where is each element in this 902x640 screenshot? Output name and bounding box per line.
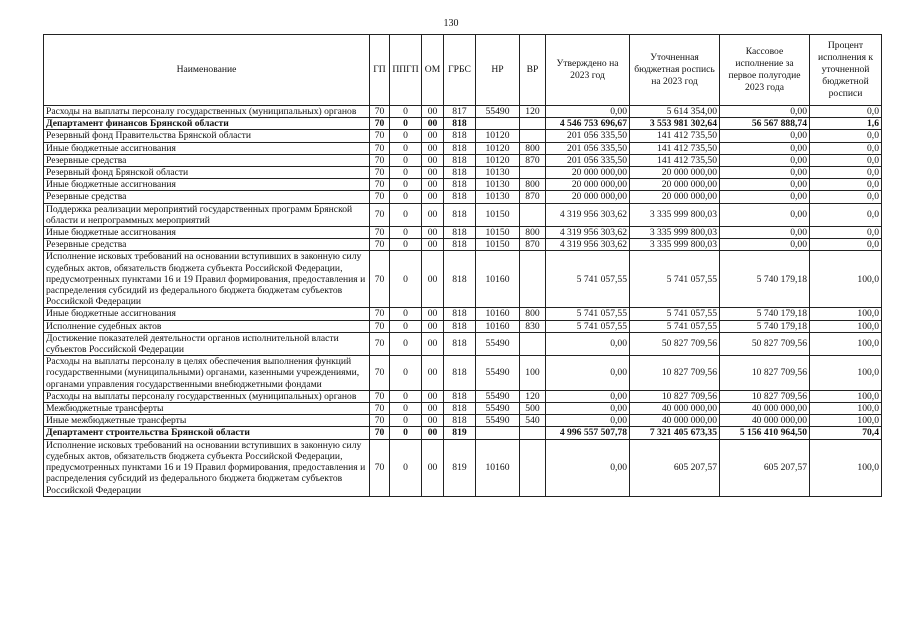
cell-np: 10130 (476, 191, 520, 203)
cell-approved: 4 996 557 507,78 (546, 427, 630, 439)
cell-refined: 605 207,57 (630, 439, 720, 496)
cell-vr: 870 (520, 154, 546, 166)
cell-gp: 70 (370, 203, 390, 226)
cell-np: 10130 (476, 167, 520, 179)
cell-ppgp: 0 (390, 356, 422, 391)
cell-np: 55490 (476, 403, 520, 415)
cell-grbs: 818 (444, 415, 476, 427)
cell-grbs: 818 (444, 142, 476, 154)
cell-vr: 120 (520, 106, 546, 118)
cell-name: Иные бюджетные ассигнования (44, 308, 370, 320)
cell-gp: 70 (370, 403, 390, 415)
cell-om: 00 (422, 239, 444, 251)
table-row (44, 154, 882, 166)
cell-np (476, 118, 520, 130)
cell-cash: 0,00 (720, 227, 810, 239)
cell-approved: 0,00 (546, 106, 630, 118)
cell-grbs: 817 (444, 106, 476, 118)
cell-cash: 0,00 (720, 106, 810, 118)
budget-table (43, 34, 882, 497)
cell-percent: 100,0 (810, 308, 882, 320)
table-row (44, 308, 882, 320)
cell-ppgp: 0 (390, 239, 422, 251)
cell-om: 00 (422, 427, 444, 439)
cell-np: 10160 (476, 439, 520, 496)
cell-cash: 5 156 410 964,50 (720, 427, 810, 439)
cell-percent: 0,0 (810, 227, 882, 239)
cell-name: Иные бюджетные ассигнования (44, 227, 370, 239)
cell-grbs: 818 (444, 191, 476, 203)
cell-cash: 0,00 (720, 191, 810, 203)
cell-ppgp: 0 (390, 130, 422, 142)
cell-name: Расходы на выплаты персоналу государственных (муниципальных) органов (44, 106, 370, 118)
table-row (44, 403, 882, 415)
cell-approved: 201 056 335,50 (546, 130, 630, 142)
cell-refined: 10 827 709,56 (630, 390, 720, 402)
cell-percent: 100,0 (810, 390, 882, 402)
cell-np: 10150 (476, 203, 520, 226)
page-number: 130 (443, 18, 459, 29)
cell-vr: 800 (520, 308, 546, 320)
cell-vr: 870 (520, 239, 546, 251)
cell-ppgp: 0 (390, 415, 422, 427)
cell-percent: 100,0 (810, 439, 882, 496)
cell-ppgp: 0 (390, 142, 422, 154)
cell-np: 10120 (476, 154, 520, 166)
cell-approved: 4 319 956 303,62 (546, 239, 630, 251)
cell-om: 00 (422, 106, 444, 118)
cell-ppgp: 0 (390, 191, 422, 203)
cell-refined: 7 321 405 673,35 (630, 427, 720, 439)
cell-gp: 70 (370, 356, 390, 391)
cell-cash: 5 740 179,18 (720, 320, 810, 332)
cell-refined: 20 000 000,00 (630, 179, 720, 191)
cell-refined: 50 827 709,56 (630, 332, 720, 355)
table-body (44, 106, 882, 497)
cell-gp: 70 (370, 118, 390, 130)
cell-percent: 0,0 (810, 203, 882, 226)
table-row (44, 332, 882, 355)
cell-ppgp: 0 (390, 118, 422, 130)
cell-vr (520, 203, 546, 226)
cell-approved: 0,00 (546, 415, 630, 427)
header-approved: Утверждено на 2023 год (546, 35, 630, 106)
cell-gp: 70 (370, 167, 390, 179)
cell-om: 00 (422, 227, 444, 239)
cell-name: Межбюджетные трансферты (44, 403, 370, 415)
cell-approved: 0,00 (546, 390, 630, 402)
cell-np: 10160 (476, 308, 520, 320)
cell-gp: 70 (370, 332, 390, 355)
table-row (44, 390, 882, 402)
cell-gp: 70 (370, 320, 390, 332)
cell-cash: 5 740 179,18 (720, 308, 810, 320)
cell-cash: 0,00 (720, 130, 810, 142)
cell-vr: 800 (520, 227, 546, 239)
cell-percent: 100,0 (810, 415, 882, 427)
cell-cash: 0,00 (720, 167, 810, 179)
cell-refined: 3 335 999 800,03 (630, 203, 720, 226)
cell-vr: 870 (520, 191, 546, 203)
cell-gp: 70 (370, 415, 390, 427)
table-row (44, 356, 882, 391)
cell-cash: 10 827 709,56 (720, 356, 810, 391)
cell-refined: 3 335 999 800,03 (630, 239, 720, 251)
cell-grbs: 819 (444, 439, 476, 496)
table-row (44, 227, 882, 239)
cell-om: 00 (422, 439, 444, 496)
table-row (44, 251, 882, 308)
cell-np: 10150 (476, 239, 520, 251)
table-row (44, 203, 882, 226)
cell-gp: 70 (370, 179, 390, 191)
cell-grbs: 818 (444, 227, 476, 239)
cell-approved: 0,00 (546, 439, 630, 496)
cell-percent: 1,6 (810, 118, 882, 130)
cell-name: Резервный фонд Правительства Брянской области (44, 130, 370, 142)
cell-ppgp: 0 (390, 251, 422, 308)
cell-percent: 0,0 (810, 154, 882, 166)
cell-cash: 605 207,57 (720, 439, 810, 496)
table-row (44, 320, 882, 332)
cell-approved: 201 056 335,50 (546, 154, 630, 166)
cell-np: 10150 (476, 227, 520, 239)
cell-ppgp: 0 (390, 179, 422, 191)
table-row (44, 142, 882, 154)
cell-ppgp: 0 (390, 390, 422, 402)
cell-approved: 0,00 (546, 356, 630, 391)
header-ppgp: ППГП (390, 35, 422, 106)
cell-np: 55490 (476, 415, 520, 427)
cell-vr (520, 130, 546, 142)
cell-percent: 0,0 (810, 142, 882, 154)
cell-name: Расходы на выплаты персоналу в целях обеспечения выполнения функций государственными (муниципальными) органами, казенными учреждениями, органами управления государственными внебюджетными фондами (44, 356, 370, 391)
cell-refined: 40 000 000,00 (630, 415, 720, 427)
cell-cash: 0,00 (720, 239, 810, 251)
cell-refined: 5 614 354,00 (630, 106, 720, 118)
cell-om: 00 (422, 320, 444, 332)
cell-refined: 20 000 000,00 (630, 191, 720, 203)
cell-cash: 5 740 179,18 (720, 251, 810, 308)
cell-om: 00 (422, 403, 444, 415)
cell-refined: 141 412 735,50 (630, 142, 720, 154)
cell-refined: 141 412 735,50 (630, 130, 720, 142)
table-row (44, 167, 882, 179)
cell-vr: 100 (520, 356, 546, 391)
cell-cash: 56 567 888,74 (720, 118, 810, 130)
table-row (44, 130, 882, 142)
cell-grbs: 818 (444, 239, 476, 251)
cell-grbs: 818 (444, 308, 476, 320)
table-row (44, 118, 882, 130)
cell-gp: 70 (370, 427, 390, 439)
table-row (44, 191, 882, 203)
table-row (44, 439, 882, 496)
cell-grbs: 818 (444, 118, 476, 130)
cell-refined: 5 741 057,55 (630, 251, 720, 308)
cell-approved: 4 319 956 303,62 (546, 227, 630, 239)
cell-name: Исполнение исковых требований на основании вступивших в законную силу судебных актов, обязательств бюджета субъекта Российской Федерации, предусмотренных пунктами 16 и 19 Правил формирования, предоставления и распределения субсидий из федерального бюджета бюджетам субъектов Российской Федерации (44, 439, 370, 496)
header-row (44, 35, 882, 106)
cell-approved: 0,00 (546, 332, 630, 355)
cell-ppgp: 0 (390, 308, 422, 320)
cell-om: 00 (422, 142, 444, 154)
cell-om: 00 (422, 390, 444, 402)
cell-grbs: 818 (444, 320, 476, 332)
cell-grbs: 818 (444, 154, 476, 166)
cell-vr: 120 (520, 390, 546, 402)
cell-name: Резервный фонд Брянской области (44, 167, 370, 179)
cell-approved: 201 056 335,50 (546, 142, 630, 154)
cell-om: 00 (422, 167, 444, 179)
cell-percent: 0,0 (810, 130, 882, 142)
cell-percent: 100,0 (810, 320, 882, 332)
cell-name: Расходы на выплаты персоналу государственных (муниципальных) органов (44, 390, 370, 402)
cell-refined: 5 741 057,55 (630, 308, 720, 320)
cell-vr: 540 (520, 415, 546, 427)
cell-cash: 0,00 (720, 203, 810, 226)
cell-np: 55490 (476, 390, 520, 402)
cell-gp: 70 (370, 227, 390, 239)
cell-name: Иные бюджетные ассигнования (44, 142, 370, 154)
cell-vr (520, 439, 546, 496)
cell-refined: 141 412 735,50 (630, 154, 720, 166)
cell-grbs: 818 (444, 179, 476, 191)
cell-om: 00 (422, 118, 444, 130)
cell-np: 55490 (476, 356, 520, 391)
cell-approved: 4 546 753 696,67 (546, 118, 630, 130)
cell-cash: 40 000 000,00 (720, 403, 810, 415)
cell-name: Иные бюджетные ассигнования (44, 179, 370, 191)
cell-cash: 50 827 709,56 (720, 332, 810, 355)
cell-percent: 0,0 (810, 167, 882, 179)
cell-ppgp: 0 (390, 154, 422, 166)
cell-ppgp: 0 (390, 332, 422, 355)
header-gp: ГП (370, 35, 390, 106)
header-np: НР (476, 35, 520, 106)
cell-name: Достижение показателей деятельности органов исполнительной власти субъектов Российской Федерации (44, 332, 370, 355)
cell-percent: 0,0 (810, 239, 882, 251)
cell-np: 10160 (476, 251, 520, 308)
cell-percent: 70,4 (810, 427, 882, 439)
cell-gp: 70 (370, 154, 390, 166)
cell-refined: 3 335 999 800,03 (630, 227, 720, 239)
cell-om: 00 (422, 356, 444, 391)
cell-grbs: 818 (444, 167, 476, 179)
cell-name: Исполнение исковых требований на основании вступивших в законную силу судебных актов, обязательств бюджета субъекта Российской Федерации, предусмотренных пунктами 16 и 19 Правил формирования, предоставления и распределения субсидий из федерального бюджета бюджетам субъектов Российской Федерации (44, 251, 370, 308)
header-percent: Процент исполнения к уточненной бюджетной росписи (810, 35, 882, 106)
header-name: Наименование (44, 35, 370, 106)
cell-vr: 800 (520, 179, 546, 191)
cell-om: 00 (422, 191, 444, 203)
cell-cash: 0,00 (720, 142, 810, 154)
cell-ppgp: 0 (390, 227, 422, 239)
header-refined: Уточненная бюджетная роспись на 2023 год (630, 35, 720, 106)
cell-ppgp: 0 (390, 106, 422, 118)
cell-vr (520, 118, 546, 130)
cell-ppgp: 0 (390, 427, 422, 439)
cell-grbs: 818 (444, 203, 476, 226)
table-row (44, 106, 882, 118)
cell-om: 00 (422, 308, 444, 320)
cell-gp: 70 (370, 191, 390, 203)
cell-approved: 0,00 (546, 403, 630, 415)
cell-refined: 20 000 000,00 (630, 167, 720, 179)
cell-gp: 70 (370, 251, 390, 308)
cell-refined: 5 741 057,55 (630, 320, 720, 332)
cell-gp: 70 (370, 142, 390, 154)
cell-grbs: 818 (444, 251, 476, 308)
cell-om: 00 (422, 332, 444, 355)
cell-name: Исполнение судебных актов (44, 320, 370, 332)
cell-percent: 100,0 (810, 356, 882, 391)
cell-gp: 70 (370, 239, 390, 251)
cell-approved: 4 319 956 303,62 (546, 203, 630, 226)
cell-approved: 20 000 000,00 (546, 167, 630, 179)
cell-gp: 70 (370, 106, 390, 118)
cell-approved: 5 741 057,55 (546, 251, 630, 308)
cell-percent: 0,0 (810, 191, 882, 203)
header-om: ОМ (422, 35, 444, 106)
cell-gp: 70 (370, 308, 390, 320)
cell-name: Резервные средства (44, 191, 370, 203)
cell-approved: 5 741 057,55 (546, 308, 630, 320)
cell-name: Резервные средства (44, 239, 370, 251)
cell-name: Департамент финансов Брянской области (44, 118, 370, 130)
cell-gp: 70 (370, 390, 390, 402)
cell-ppgp: 0 (390, 403, 422, 415)
cell-refined: 3 553 981 302,64 (630, 118, 720, 130)
cell-np: 10120 (476, 130, 520, 142)
cell-cash: 10 827 709,56 (720, 390, 810, 402)
cell-approved: 20 000 000,00 (546, 179, 630, 191)
cell-np: 55490 (476, 332, 520, 355)
cell-name: Поддержка реализации мероприятий государственных программ Брянской области и непрограммных мероприятий (44, 203, 370, 226)
header-grbs: ГРБС (444, 35, 476, 106)
cell-name: Иные межбюджетные трансферты (44, 415, 370, 427)
cell-ppgp: 0 (390, 320, 422, 332)
cell-percent: 100,0 (810, 251, 882, 308)
cell-vr: 830 (520, 320, 546, 332)
cell-grbs: 818 (444, 390, 476, 402)
cell-grbs: 818 (444, 130, 476, 142)
cell-ppgp: 0 (390, 167, 422, 179)
cell-percent: 100,0 (810, 403, 882, 415)
cell-grbs: 818 (444, 403, 476, 415)
cell-ppgp: 0 (390, 439, 422, 496)
cell-om: 00 (422, 154, 444, 166)
cell-om: 00 (422, 203, 444, 226)
cell-percent: 100,0 (810, 332, 882, 355)
cell-refined: 40 000 000,00 (630, 403, 720, 415)
cell-om: 00 (422, 130, 444, 142)
cell-vr: 800 (520, 142, 546, 154)
cell-vr (520, 332, 546, 355)
cell-grbs: 818 (444, 332, 476, 355)
cell-refined: 10 827 709,56 (630, 356, 720, 391)
table-row (44, 415, 882, 427)
header-vr: ВР (520, 35, 546, 106)
table-row (44, 239, 882, 251)
cell-vr (520, 427, 546, 439)
cell-vr: 500 (520, 403, 546, 415)
cell-cash: 0,00 (720, 154, 810, 166)
cell-name: Резервные средства (44, 154, 370, 166)
cell-np: 55490 (476, 106, 520, 118)
cell-percent: 0,0 (810, 179, 882, 191)
cell-vr (520, 251, 546, 308)
cell-approved: 20 000 000,00 (546, 191, 630, 203)
cell-grbs: 819 (444, 427, 476, 439)
cell-approved: 5 741 057,55 (546, 320, 630, 332)
table-row (44, 179, 882, 191)
cell-percent: 0,0 (810, 106, 882, 118)
cell-vr (520, 167, 546, 179)
cell-np: 10130 (476, 179, 520, 191)
cell-om: 00 (422, 415, 444, 427)
cell-cash: 0,00 (720, 179, 810, 191)
cell-gp: 70 (370, 439, 390, 496)
cell-om: 00 (422, 251, 444, 308)
cell-name: Департамент строительства Брянской области (44, 427, 370, 439)
cell-np: 10120 (476, 142, 520, 154)
cell-gp: 70 (370, 130, 390, 142)
cell-ppgp: 0 (390, 203, 422, 226)
cell-om: 00 (422, 179, 444, 191)
table-row (44, 427, 882, 439)
header-cash: Кассовое исполнение за первое полугодие 2023 года (720, 35, 810, 106)
cell-np (476, 427, 520, 439)
cell-np: 10160 (476, 320, 520, 332)
cell-grbs: 818 (444, 356, 476, 391)
cell-cash: 40 000 000,00 (720, 415, 810, 427)
